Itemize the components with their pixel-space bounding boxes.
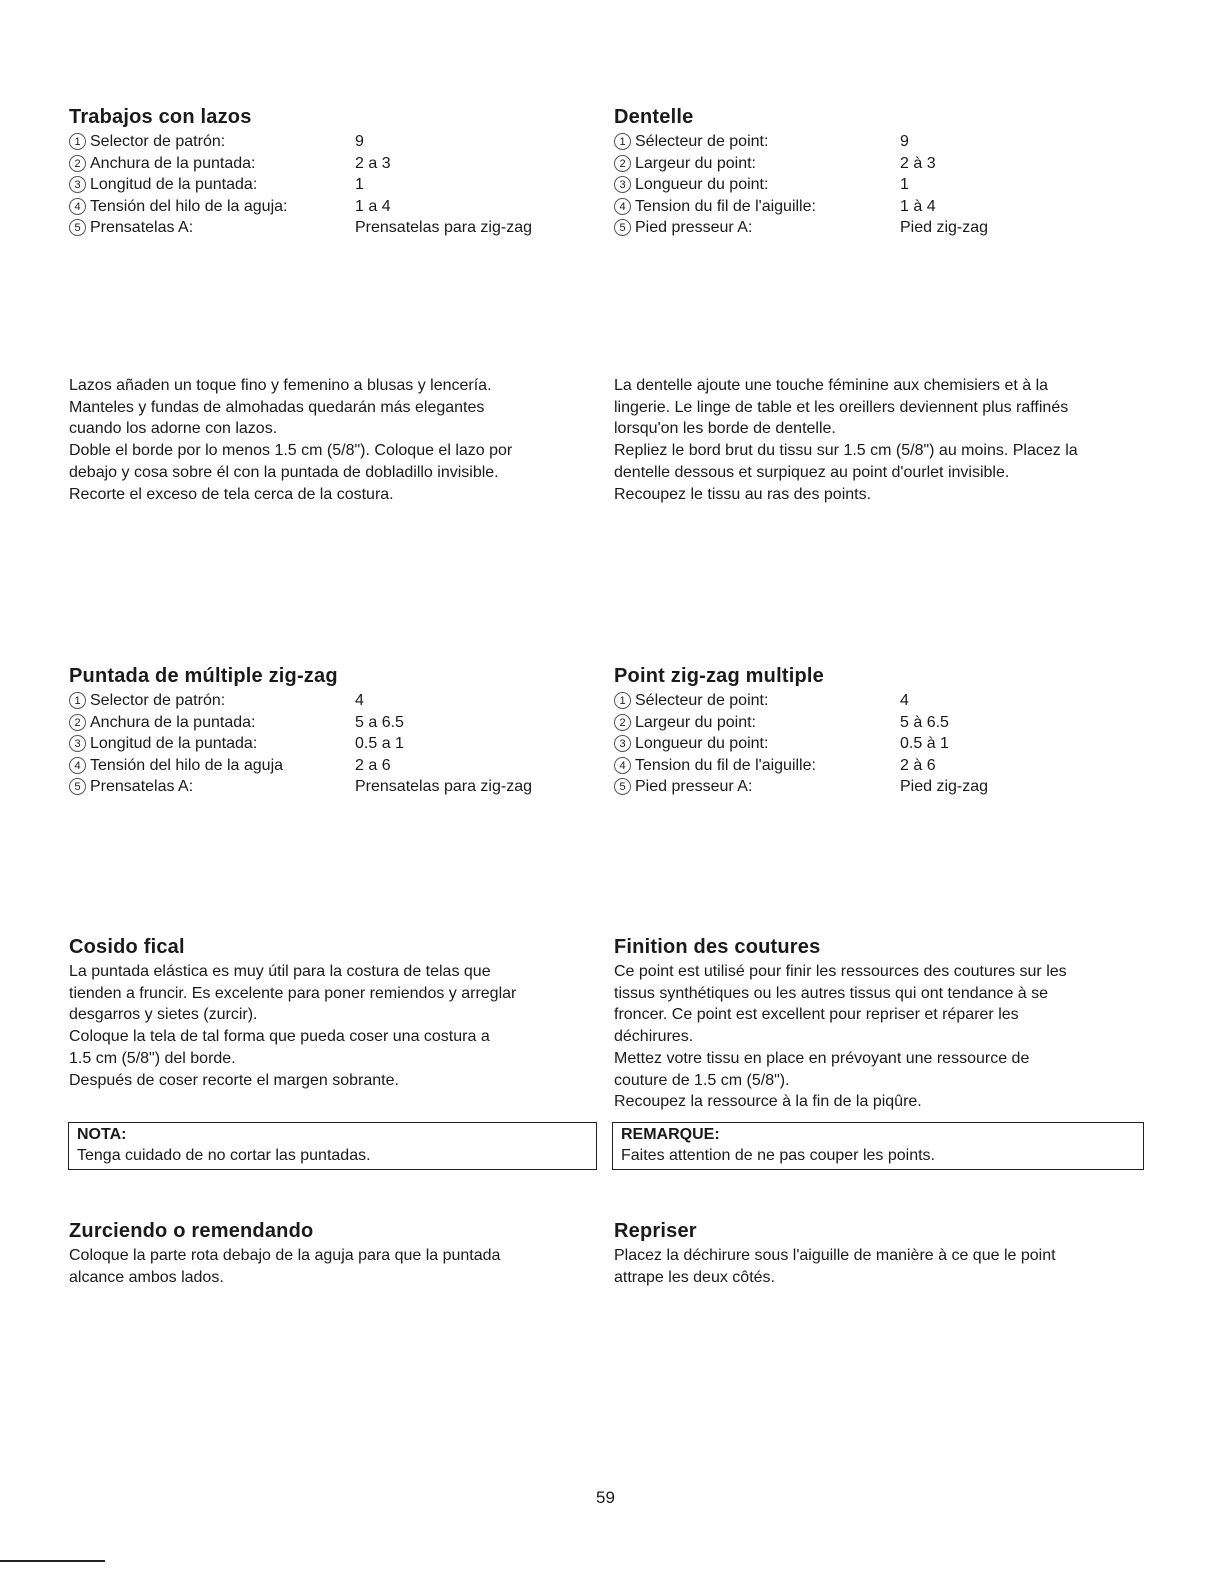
setting-label: Anchura de la puntada:	[90, 154, 256, 172]
settings-list	[69, 690, 532, 798]
setting-value: 0.5 a 1	[355, 735, 404, 752]
paragraph-line: froncer. Ce point est excellent pour repriser et réparer les	[614, 1006, 1019, 1024]
circled-number: 3	[614, 735, 631, 752]
setting-row	[614, 131, 988, 153]
setting-row	[614, 690, 988, 712]
circled-number: 5	[69, 219, 86, 236]
setting-value: 2 à 6	[900, 756, 936, 774]
section-dentelle	[614, 106, 988, 239]
circled-number: 1	[69, 692, 86, 709]
circled-number: 3	[614, 176, 631, 193]
setting-row	[614, 733, 988, 755]
setting-value: Pied zig-zag	[900, 778, 989, 795]
paragraph-line: tissus synthétiques ou les autres tissus qui ont tendance à se	[614, 984, 1049, 1002]
note-text: Faites attention de ne pas couper les points.	[621, 1147, 935, 1164]
paragraph-line: Recoupez le tissu au ras des points.	[614, 485, 872, 503]
section-zurciendo	[69, 1220, 589, 1288]
setting-row	[69, 131, 532, 153]
setting-row	[69, 733, 532, 755]
note-title: NOTA:	[77, 1126, 127, 1143]
circled-number: 2	[69, 714, 86, 731]
setting-value: 4	[900, 692, 909, 709]
section-heading: Cosido fical	[69, 936, 185, 958]
paragraph-line: cuando los adorne con lazos.	[69, 420, 278, 438]
paragraph-line: alcance ambos lados.	[69, 1268, 224, 1286]
setting-value: 2 a 6	[355, 756, 391, 774]
setting-label: Longitud de la puntada:	[90, 735, 258, 752]
paragraph-line: La dentelle ajoute une touche féminine aux chemisiers et à la	[614, 377, 1049, 394]
setting-label: Pied presseur A:	[635, 778, 753, 795]
section-heading: Point zig-zag multiple	[614, 665, 824, 687]
setting-row	[69, 712, 532, 734]
setting-value: Prensatelas para zig-zag	[355, 778, 532, 795]
circled-number: 4	[614, 757, 631, 774]
remarque-box	[612, 1122, 1144, 1170]
setting-value: 0.5 à 1	[900, 735, 949, 752]
section-cosido-fical	[69, 936, 589, 1091]
section-heading: Repriser	[614, 1220, 697, 1242]
circled-number: 1	[69, 133, 86, 150]
setting-row	[614, 153, 988, 175]
setting-label: Prensatelas A:	[90, 778, 194, 795]
paragraph-line: lingerie. Le linge de table et les oreillers deviennent plus raffinés	[614, 398, 1069, 416]
body-text-fr	[614, 375, 1154, 505]
body-text-es	[69, 375, 589, 505]
setting-row	[614, 217, 988, 239]
circled-number: 5	[614, 219, 631, 236]
page-number: 59	[596, 1488, 615, 1507]
setting-label: Anchura de la puntada:	[90, 713, 256, 731]
setting-value: 5 à 6.5	[900, 713, 949, 731]
setting-row	[69, 217, 532, 239]
circled-number: 5	[614, 778, 631, 795]
setting-row	[614, 174, 988, 196]
circled-number: 1	[614, 133, 631, 150]
circled-number: 4	[614, 198, 631, 215]
settings-list	[69, 131, 532, 239]
setting-row	[69, 153, 532, 175]
paragraph-line: dentelle dessous et surpiquez au point d'ourlet invisible.	[614, 463, 1010, 481]
setting-label: Tension du fil de l'aiguille:	[635, 756, 816, 774]
circled-number: 3	[69, 176, 86, 193]
circled-number: 5	[69, 778, 86, 795]
paragraph-line: debajo y cosa sobre él con la puntada de dobladillo invisible.	[69, 463, 499, 481]
circled-number: 2	[69, 155, 86, 172]
section-trabajos-con-lazos	[69, 106, 532, 239]
paragraph-line: Recorte el exceso de tela cerca de la costura.	[69, 485, 394, 503]
paragraph-line: couture de 1.5 cm (5/8").	[614, 1071, 790, 1089]
setting-row	[614, 755, 988, 777]
section-point-zigzag-multiple	[614, 665, 988, 798]
paragraph-line: Placez la déchirure sous l'aiguille de manière à ce que le point	[614, 1247, 1056, 1264]
setting-value: 1 à 4	[900, 197, 936, 215]
setting-value: Pied zig-zag	[900, 219, 989, 236]
paragraph-line: attrape les deux côtés.	[614, 1268, 775, 1286]
section-heading: Zurciendo o remendando	[69, 1220, 314, 1242]
setting-label: Sélecteur de point:	[635, 133, 769, 150]
note-title: REMARQUE:	[621, 1126, 720, 1143]
setting-label: Tensión del hilo de la aguja	[90, 756, 284, 774]
setting-value: 1	[900, 176, 909, 193]
setting-label: Selector de patrón:	[90, 692, 226, 709]
setting-row	[614, 196, 988, 218]
section-finition-des-coutures	[614, 936, 1154, 1113]
circled-number: 3	[69, 735, 86, 752]
setting-row	[614, 712, 988, 734]
setting-label: Longueur du point:	[635, 176, 769, 193]
paragraph-line: déchirures.	[614, 1028, 694, 1046]
setting-label: Sélecteur de point:	[635, 692, 769, 709]
setting-value: 9	[355, 133, 364, 150]
settings-list	[614, 131, 988, 239]
paragraph-line: Manteles y fundas de almohadas quedarán más elegantes	[69, 398, 485, 416]
setting-row	[69, 755, 532, 777]
setting-label: Pied presseur A:	[635, 219, 753, 236]
setting-label: Longueur du point:	[635, 735, 769, 752]
settings-list	[614, 690, 988, 798]
paragraph-line: desgarros y sietes (zurcir).	[69, 1006, 258, 1024]
circled-number: 2	[614, 714, 631, 731]
paragraph-line: Coloque la tela de tal forma que pueda coser una costura a	[69, 1028, 490, 1046]
setting-label: Tension du fil de l'aiguille:	[635, 197, 816, 215]
setting-value: 2 à 3	[900, 154, 936, 172]
circled-number: 4	[69, 757, 86, 774]
paragraph-line: Mettez votre tissu en place en prévoyant une ressource de	[614, 1049, 1030, 1067]
setting-value: 1	[355, 176, 364, 193]
paragraph-line: Repliez le bord brut du tissu sur 1.5 cm (5/8") au moins. Placez la	[614, 442, 1078, 460]
section-heading: Trabajos con lazos	[69, 106, 252, 128]
paragraph-line: La puntada elástica es muy útil para la costura de telas que	[69, 963, 491, 980]
setting-row	[69, 196, 532, 218]
circled-number: 2	[614, 155, 631, 172]
setting-row	[69, 174, 532, 196]
section-heading: Finition des coutures	[614, 936, 821, 958]
setting-row	[69, 776, 532, 798]
setting-label: Largeur du point:	[635, 713, 756, 731]
setting-label: Largeur du point:	[635, 154, 756, 172]
corner-rule	[0, 1560, 105, 1562]
paragraph-line: tienden a fruncir. Es excelente para poner remiendos y arreglar	[69, 984, 517, 1002]
section-puntada-multiple-zigzag	[69, 665, 532, 798]
section-repriser	[614, 1220, 1154, 1288]
setting-label: Tensión del hilo de la aguja:	[90, 197, 288, 215]
setting-value: Prensatelas para zig-zag	[355, 219, 532, 236]
setting-value: 9	[900, 133, 909, 150]
note-box	[68, 1122, 597, 1170]
setting-label: Selector de patrón:	[90, 133, 226, 150]
setting-label: Longitud de la puntada:	[90, 176, 258, 193]
setting-value: 4	[355, 692, 364, 709]
setting-row	[614, 776, 988, 798]
paragraph-line: Coloque la parte rota debajo de la aguja para que la puntada	[69, 1247, 501, 1264]
section-heading: Puntada de múltiple zig-zag	[69, 665, 338, 687]
paragraph-line: Doble el borde por lo menos 1.5 cm (5/8"). Coloque el lazo por	[69, 442, 513, 460]
setting-value: 2 a 3	[355, 154, 391, 172]
section-heading: Dentelle	[614, 106, 694, 128]
paragraph-line: Ce point est utilisé pour finir les ressources des coutures sur les	[614, 963, 1067, 980]
circled-number: 1	[614, 692, 631, 709]
circled-number: 4	[69, 198, 86, 215]
setting-value: 5 a 6.5	[355, 713, 404, 731]
paragraph-line: lorsqu'on les borde de dentelle.	[614, 420, 836, 438]
paragraph-line: 1.5 cm (5/8") del borde.	[69, 1049, 236, 1067]
paragraph-line: Lazos añaden un toque fino y femenino a blusas y lencería.	[69, 377, 492, 394]
setting-label: Prensatelas A:	[90, 219, 194, 236]
paragraph-line: Recoupez la ressource à la fin de la piqûre.	[614, 1093, 922, 1111]
paragraph-line: Después de coser recorte el margen sobrante.	[69, 1071, 399, 1089]
setting-value: 1 a 4	[355, 197, 391, 215]
setting-row	[69, 690, 532, 712]
note-text: Tenga cuidado de no cortar las puntadas.	[77, 1147, 371, 1164]
